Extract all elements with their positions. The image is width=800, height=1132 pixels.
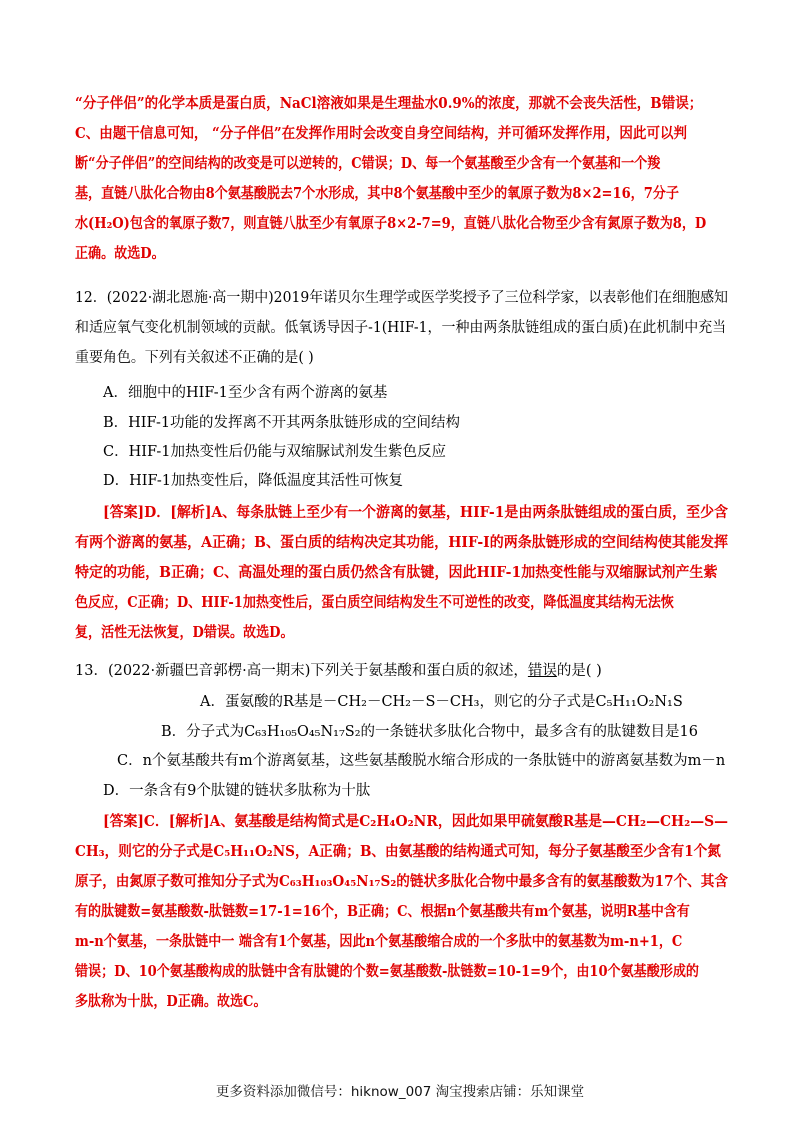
question-12-option-c: C．HIF-1加热变性后仍能与双缩脲试剂发生紫色反应 bbox=[103, 444, 446, 460]
question-13-answer bbox=[103, 807, 756, 837]
answer-line: [答案]C．[解析]A、氨基酸是结构简式是C₂H₄O₂NR，因此如果甲硫氨酸R基是—CH₂—CH₂—S— bbox=[103, 813, 729, 830]
intro-answer bbox=[75, 89, 800, 269]
question-13-answer-cont bbox=[75, 837, 800, 1017]
answer-line: 色反应，C正确；D、HIF-1加热变性后，蛋白质空间结构发生不可逆性的改变，降低温度其结构无法恢 bbox=[75, 594, 674, 611]
answer-line: [答案]D．[解析]A、每条肽链上至少有一个游离的氨基，HIF-1是由两条肽链组成的蛋白质，至少含 bbox=[103, 504, 729, 521]
answer-line: 原子，由氮原子数可推知分子式为C₆₃H₁₀₃O₄₅N₁₇S₂的链状多肽化合物中最多含有的氨基酸数为17个、其含 bbox=[75, 873, 728, 890]
question-12-stem bbox=[75, 283, 728, 373]
question-12-option-b: B．HIF-1功能的发挥离不开其两条肽链形成的空间结构 bbox=[103, 415, 461, 431]
intro-answer-line: 水(H₂O)包含的氧原子数7，则直链八肽至少有氧原子8×2-7=9，直链八肽化合物至少含有氮原子数为8，D bbox=[75, 215, 707, 232]
question-12-answer-cont bbox=[75, 528, 800, 648]
question-13-option-b: B．分子式为C₆₃H₁₀₅O₄₅N₁₇S₂的一条链状多肽化合物中，最多含有的肽键数目是16 bbox=[161, 724, 698, 740]
question-12-stem-line: 和适应氧气变化机制领域的贡献。低氧诱导因子-1(HIF-1，一种由两条肽链组成的蛋白质)在此机制中充当 bbox=[75, 320, 727, 336]
answer-line: 复，活性无法恢复，D错误。故选D。 bbox=[75, 624, 294, 641]
question-13-stem-suffix: 的是( ) bbox=[556, 663, 602, 679]
answer-line: m-n个氨基，一条肽链中一 端含有1个氨基，因此n个氨基酸缩合成的一个多肽中的氨基数为m-n+1，C bbox=[75, 933, 683, 950]
intro-answer-line: 基，直链八肽化合物由8个氨基酸脱去7个水形成，其中8个氨基酸中至少的氧原子数为8×2=16，7分子 bbox=[75, 185, 679, 202]
question-13-option-a: A．蛋氨酸的R基是－CH₂－CH₂－S－CH₃，则它的分子式是C₅H₁₁O₂N₁S bbox=[200, 694, 683, 710]
page-footer: 更多资料添加微信号：hiknow_007 淘宝搜索店铺：乐知课堂 bbox=[215, 1084, 585, 1100]
intro-answer-line: C、由题干信息可知， “分子伴侣”在发挥作用时会改变自身空间结构，并可循环发挥作用，因此可以判 bbox=[75, 125, 687, 142]
intro-answer-line: 断“分子伴侣”的空间结构的改变是可以逆转的，C错误；D、每一个氨基酸至少含有一个氨基和一个羧 bbox=[75, 155, 661, 172]
question-13-option-c: C．n个氨基酸共有m个游离氨基，这些氨基酸脱水缩合形成的一条肽链中的游离氨基数为m－n bbox=[117, 753, 726, 769]
question-13-stem-underlined: 错误 bbox=[527, 663, 557, 679]
intro-answer-line: 正确。故选D。 bbox=[75, 245, 165, 262]
question-12-option-a: A．细胞中的HIF-1至少含有两个游离的氨基 bbox=[103, 385, 388, 401]
question-13-stem bbox=[75, 656, 602, 686]
answer-line: 有两个游离的氨基，A正确；B、蛋白质的结构决定其功能，HIF-I的两条肽链形成的空间结构使其能发挥 bbox=[75, 534, 729, 551]
question-13-option-d: D．一条含有9个肽键的链状多肽称为十肽 bbox=[103, 783, 371, 799]
answer-line: 错误；D、10个氨基酸构成的肽链中含有肽键的个数=氨基酸数-肽链数=10-1=9个，由10个氨基酸形成的 bbox=[75, 963, 699, 980]
question-13-stem-prefix: 13．(2022·新疆巴音郭楞·高一期末)下列关于氨基酸和蛋白质的叙述， bbox=[75, 663, 528, 679]
answer-line: CH₃，则它的分子式是C₅H₁₁O₂NS，A正确；B、由氨基酸的结构通式可知，每分子氨基酸至少含有1个氮 bbox=[75, 843, 721, 860]
question-12-option-d: D．HIF-1加热变性后，降低温度其活性可恢复 bbox=[103, 473, 404, 489]
question-12-stem-line: 12．(2022·湖北恩施·高一期中)2019年诺贝尔生理学或医学奖授予了三位科学家，以表彰他们在细胞感知 bbox=[75, 290, 728, 306]
answer-line: 多肽称为十肽，D正确。故选C。 bbox=[75, 993, 267, 1010]
answer-line: 特定的功能，B正确；C、高温处理的蛋白质仍然含有肽键，因此HIF-1加热变性能与双缩脲试剂产生紫 bbox=[75, 564, 718, 581]
question-12-answer bbox=[103, 498, 752, 528]
intro-answer-line: “分子伴侣”的化学本质是蛋白质，NaCl溶液如果是生理盐水0.9%的浓度，那就不会丧失活性，B错误； bbox=[75, 95, 703, 112]
answer-line: 有的肽键数=氨基酸数-肽链数=17-1=16个，B正确；C、根据n个氨基酸共有m个氨基，说明R基中含有 bbox=[75, 903, 690, 920]
question-12-stem-line: 重要角色。下列有关叙述不正确的是( ) bbox=[75, 350, 314, 366]
